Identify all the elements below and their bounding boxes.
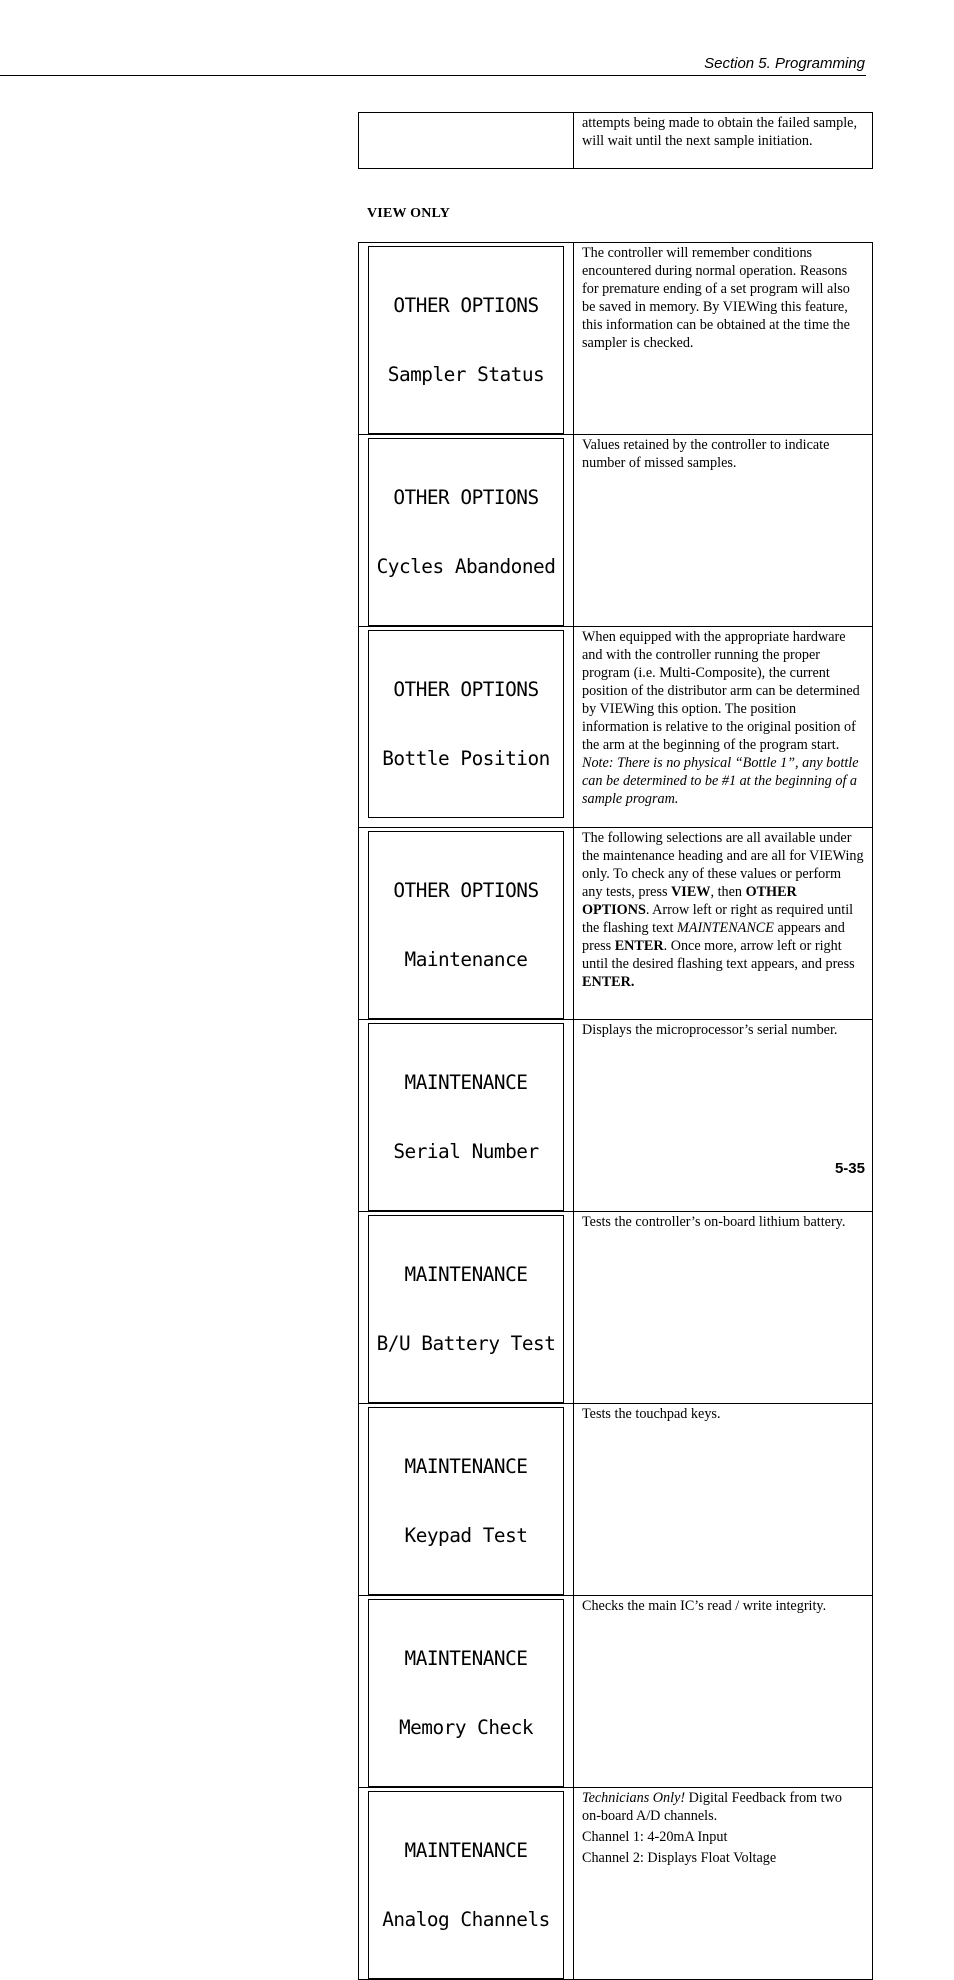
key-other-options: OTHER OPTIONS [582, 884, 797, 918]
lcd-display [368, 438, 564, 626]
lcd-display [368, 1215, 564, 1403]
display-cell [359, 1788, 574, 1980]
view-only-heading: VIEW ONLY [367, 206, 451, 221]
flashing-text-maintenance: MAINTENANCE [676, 920, 774, 936]
description-cell [574, 627, 873, 828]
description-cell: Tests the controller’s on-board lithium battery. [574, 1212, 873, 1404]
lcd-display [368, 630, 564, 818]
channel-2-text: Channel 2: Displays Float Voltage [582, 1850, 777, 1866]
lcd-line-2: Keypad Test [404, 1524, 528, 1547]
table-row [359, 627, 873, 828]
display-cell [359, 828, 574, 1020]
lcd-line-1: OTHER OPTIONS [393, 879, 539, 902]
display-cell [359, 1404, 574, 1596]
lcd-line-1: MAINTENANCE [404, 1647, 528, 1670]
display-cell [359, 243, 574, 435]
table-row [359, 1212, 873, 1404]
description-cell: Values retained by the controller to indicate number of missed samples. [574, 435, 873, 627]
table-row [359, 828, 873, 1020]
header-divider [0, 75, 866, 76]
description-text: When equipped with the appropriate hardware and with the controller running the proper program (i.e. Multi-Composite), the current position of the distributor arm can be determined by VIEWing this option. The position information is relative to the original position of the arm at the beginning of the program start. [582, 629, 860, 753]
lcd-display [368, 1599, 564, 1787]
section-header: Section 5. Programming [704, 55, 865, 72]
display-cell [359, 627, 574, 828]
description-cell [574, 1788, 873, 1980]
display-cell [359, 1020, 574, 1212]
description-text: Digital Feedback from two on-board A/D channels. [582, 1790, 842, 1824]
lcd-line-1: MAINTENANCE [404, 1455, 528, 1478]
key-view: VIEW [671, 884, 711, 900]
key-enter: ENTER. [582, 974, 635, 990]
lcd-line-2: Maintenance [404, 948, 528, 971]
lcd-line-1: OTHER OPTIONS [393, 486, 539, 509]
lcd-display [368, 831, 564, 1019]
table-row [359, 1788, 873, 1980]
lcd-line-1: OTHER OPTIONS [393, 678, 539, 701]
display-cell [359, 1212, 574, 1404]
empty-display-cell [359, 113, 574, 169]
lcd-display [368, 1791, 564, 1979]
lcd-line-2: Sampler Status [387, 363, 545, 386]
description-cell: Checks the main IC’s read / write integrity. [574, 1596, 873, 1788]
lcd-display [368, 246, 564, 434]
table-row [359, 1596, 873, 1788]
table-row [359, 243, 873, 435]
description-text: . Arrow left or right as required until the flashing text [582, 902, 854, 936]
continuation-description: attempts being made to obtain the failed sample, will wait until the next sample initiation. [574, 113, 873, 169]
view-only-table [358, 242, 873, 1980]
lcd-line-1: OTHER OPTIONS [393, 294, 539, 317]
description-cell: Tests the touchpad keys. [574, 1404, 873, 1596]
key-enter: ENTER [614, 938, 664, 954]
description-cell: The controller will remember conditions encountered during normal operation. Reasons for premature ending of a set program will also be saved in memory. By VIEWing this feature, this information can be obtained at the time the sampler is checked. [574, 243, 873, 435]
lcd-line-2: Memory Check [398, 1716, 534, 1739]
lcd-line-1: MAINTENANCE [404, 1263, 528, 1286]
description-text: The following selections are all available under the maintenance heading and are all for VIEWing only. To check any of these values or perform any tests, press [582, 830, 864, 900]
description-text: appears and press [582, 920, 845, 954]
channel-1-text: Channel 1: 4-20mA Input [582, 1829, 728, 1845]
description-text: . Once more, arrow left or right until the desired flashing text appears, and press [582, 938, 855, 972]
lcd-display [368, 1407, 564, 1595]
description-cell [574, 828, 873, 1020]
description-text: , then [710, 884, 746, 900]
continuation-table [358, 112, 873, 169]
description-cell: Displays the microprocessor’s serial number. [574, 1020, 873, 1212]
lcd-line-2: Cycles Abandoned [376, 555, 556, 578]
lcd-line-2: Serial Number [393, 1140, 539, 1163]
lcd-line-2: Analog Channels [382, 1908, 550, 1931]
table-row [359, 1020, 873, 1212]
description-paragraph [582, 1789, 864, 1825]
lcd-display [368, 1023, 564, 1211]
table-row [359, 1404, 873, 1596]
lcd-line-1: MAINTENANCE [404, 1839, 528, 1862]
description-note: Note: There is no physical “Bottle 1”, any bottle can be determined to be #1 at the beginning of a sample program. [582, 755, 859, 807]
display-cell [359, 435, 574, 627]
lcd-line-2: B/U Battery Test [376, 1332, 556, 1355]
table-row [359, 435, 873, 627]
display-cell [359, 1596, 574, 1788]
lcd-line-2: Bottle Position [382, 747, 550, 770]
technicians-only-note: Technicians Only! [582, 1790, 686, 1806]
page-number: 5-35 [834, 1160, 865, 1177]
lcd-line-1: MAINTENANCE [404, 1071, 528, 1094]
